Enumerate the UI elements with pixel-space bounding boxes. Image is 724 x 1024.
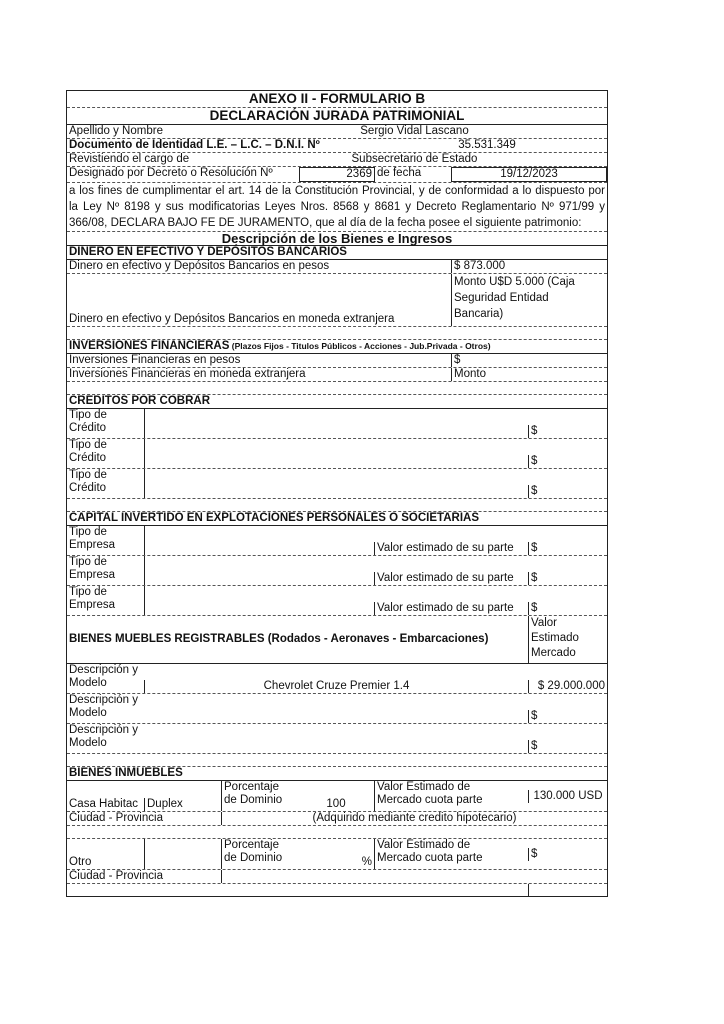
- date-value: 19/12/2023: [451, 167, 607, 182]
- vehicle-label-1: Descripción y: [69, 664, 139, 676]
- property-percentage-value: %: [361, 856, 372, 868]
- spacer: [67, 754, 607, 767]
- capital-row: [67, 526, 607, 556]
- annex-title: ANEXO II - FORMULARIO B: [248, 91, 426, 106]
- property-location-row: [67, 870, 607, 884]
- credit-type-label: [67, 469, 144, 498]
- form-end-right: [528, 884, 607, 896]
- position-value: Subsecretario de Estado: [351, 153, 478, 165]
- name-value: Sergio Vidal Lascano: [360, 125, 469, 137]
- name-row: [67, 125, 607, 139]
- spacer: [67, 499, 607, 512]
- vehicle-label-2: Modelo: [69, 707, 107, 719]
- capital-row: [67, 556, 607, 586]
- form-end: [67, 884, 607, 897]
- credit-value: $: [528, 425, 607, 438]
- property-location-label: Ciudad - Provincia: [69, 812, 163, 824]
- company-value: $: [528, 602, 607, 615]
- company-description: [144, 586, 374, 615]
- property-percentage-value: 100: [326, 798, 346, 810]
- company-value: $: [528, 542, 607, 555]
- assets-title-row: [67, 232, 607, 246]
- investments-foreign-label: Inversiones Financieras en moneda extranjera: [69, 368, 306, 380]
- vehicle-label: [67, 664, 144, 693]
- property-percentage-label-1: Porcentaje: [224, 781, 279, 793]
- property-location-row: [67, 812, 607, 826]
- property-value-label-1: Valor Estimado de: [377, 781, 471, 793]
- company-type-label: [67, 556, 144, 585]
- position-row: [67, 153, 607, 167]
- vehicles-heading: BIENES MUEBLES REGISTRABLES (Rodados - Aeronaves - Embarcaciones): [69, 633, 489, 645]
- company-description: [144, 556, 374, 585]
- cash-pesos-value: $ 873.000: [451, 260, 607, 273]
- cash-foreign-value-line1: Monto U$D 5.000 (Caja: [454, 276, 575, 288]
- vehicle-label: [67, 694, 144, 723]
- credit-value: $: [528, 485, 607, 498]
- credit-type-label: [67, 409, 144, 438]
- declaration-text: a los fines de cumplimentar el art. 14 de la Constitución Provincial, y de conformidad a lo dispuesto por la Ley Nº 8198 y sus modificatorias Leyes Nros. 8568 y 8681 y Decreto Reglamentario Nº 971/99 y 366/08, DECLARA BAJO FE DE JURAMENTO, que al día de la fecha posee el siguiente patrimonio:: [69, 185, 605, 229]
- property-percentage-label: [221, 839, 298, 869]
- decree-number: 2369: [299, 167, 375, 182]
- vehicles-value-header-2: Estimado: [531, 632, 579, 644]
- credit-row: [67, 469, 607, 499]
- cash-foreign-row: [67, 274, 607, 327]
- spacer: [67, 382, 607, 395]
- property-percentage-label-1: Porcentaje: [224, 839, 279, 851]
- company-estimate-label: Valor estimado de su parte: [374, 602, 528, 615]
- investments-foreign-value: Monto: [451, 368, 607, 381]
- property-row: [67, 781, 607, 812]
- vehicles-value-header: [528, 616, 607, 663]
- company-type-label-2: Empresa: [69, 569, 116, 581]
- form-end-left: [67, 884, 528, 896]
- vehicle-label-2: Modelo: [69, 737, 107, 749]
- company-description: [144, 526, 374, 555]
- property-value-label-2: Mercado cuota parte: [377, 852, 483, 864]
- vehicles-value-header-1: Valor: [531, 617, 557, 629]
- property-type-value: [144, 839, 221, 869]
- vehicle-row: [67, 724, 607, 754]
- annex-title-row: [67, 90, 607, 108]
- property-percentage-label: [221, 781, 298, 811]
- credit-type-label-2: Crédito: [69, 452, 107, 464]
- real-estate-heading: BIENES INMUEBLES: [69, 767, 183, 779]
- property-location-label: Ciudad - Provincia: [69, 870, 163, 882]
- investments-foreign-row: [67, 368, 607, 382]
- property-value: 130.000 USD: [528, 790, 607, 803]
- company-type-label: [67, 586, 144, 615]
- credit-type-label-1: Tipo de: [69, 409, 107, 421]
- property-value-label-2: Mercado cuota parte: [377, 794, 483, 806]
- property-location-value: (Adquirido mediante credito hipotecario): [221, 812, 607, 825]
- cash-foreign-value-line2: Seguridad Entidad: [454, 292, 549, 304]
- vehicle-label: [67, 724, 144, 753]
- name-label: Apellido y Nombre: [69, 125, 163, 137]
- investments-heading-row: [67, 340, 607, 354]
- declaration-title-row: [67, 108, 607, 125]
- cash-foreign-value: [451, 274, 607, 326]
- decree-row: [67, 167, 607, 183]
- vehicle-label-1: Descripción y: [69, 724, 139, 736]
- company-value: $: [528, 572, 607, 585]
- vehicles-heading-row: [67, 616, 607, 664]
- decree-label: Designado por Decreto o Resolución Nº: [69, 167, 273, 179]
- cash-pesos-row: [67, 260, 607, 274]
- document-row: [67, 139, 607, 153]
- cash-heading-row: [67, 246, 607, 260]
- credit-type-label-1: Tipo de: [69, 439, 107, 451]
- property-value-label: [374, 781, 528, 811]
- position-label: Revistiendo el cargo de: [69, 153, 190, 165]
- property-value: $: [528, 848, 607, 861]
- real-estate-heading-row: [67, 767, 607, 781]
- vehicle-label-1: Descripción y: [69, 694, 139, 706]
- company-type-label-2: Empresa: [69, 539, 116, 551]
- investments-pesos-value: $: [451, 354, 607, 367]
- property-value-label: [374, 839, 528, 869]
- property-row: [67, 839, 607, 870]
- company-type-label: [67, 526, 144, 555]
- property-percentage-label-2: de Dominio: [224, 794, 283, 806]
- property-type-value: Duplex: [144, 798, 221, 811]
- company-estimate-label: Valor estimado de su parte: [374, 542, 528, 555]
- credit-row: [67, 409, 607, 439]
- investments-heading: [67, 340, 607, 353]
- cash-heading: DINERO EN EFECTIVO Y DEPÓSITOS BANCARIOS: [69, 246, 347, 258]
- vehicle-value: $: [528, 710, 607, 723]
- credit-value: $: [528, 455, 607, 468]
- investments-heading-main: INVERSIONES FINANCIERAS: [69, 340, 230, 352]
- credits-heading-row: [67, 395, 607, 409]
- credits-heading: CREDITOS POR COBRAR: [69, 395, 210, 407]
- vehicle-row: [67, 664, 607, 694]
- capital-heading: CAPITAL INVERTIDO EN EXPLOTACIONES PERSONALES O SOCIETARIAS: [69, 512, 479, 524]
- cash-foreign-value-line3: Bancaria): [454, 308, 504, 320]
- vehicle-value: $: [528, 740, 607, 753]
- spacer: [67, 826, 607, 839]
- company-type-label-1: Tipo de: [69, 526, 107, 538]
- company-estimate-label: Valor estimado de su parte: [374, 572, 528, 585]
- vehicle-label-2: Modelo: [69, 677, 107, 689]
- vehicle-value: $ 29.000.000: [528, 680, 607, 693]
- property-value-label-1: Valor Estimado de: [377, 839, 471, 851]
- company-type-label-1: Tipo de: [69, 556, 107, 568]
- investments-pesos-label: Inversiones Financieras en pesos: [69, 354, 241, 366]
- assets-title: Descripción de los Bienes e Ingresos: [221, 231, 453, 246]
- vehicles-value-header-3: Mercado: [531, 647, 576, 659]
- vehicle-row: [67, 694, 607, 724]
- credit-type-label-2: Crédito: [69, 422, 107, 434]
- credit-row: [67, 439, 607, 469]
- spacer: [67, 327, 607, 340]
- credit-type-label: [67, 439, 144, 468]
- investments-pesos-row: [67, 354, 607, 368]
- cash-foreign-label: Dinero en efectivo y Depósitos Bancarios en moneda extranjera: [69, 313, 395, 325]
- investments-heading-sub: (Plazos Fijos - Titulos Públicos - Acciones - Jub.Privada - Otros): [229, 341, 491, 351]
- credit-type-label-1: Tipo de: [69, 469, 107, 481]
- document-value: 35.531.349: [458, 139, 516, 151]
- capital-row: [67, 586, 607, 616]
- declaration-text-row: [67, 183, 607, 232]
- credit-description: [144, 469, 528, 498]
- property-percentage-label-2: de Dominio: [224, 852, 283, 864]
- declaration-form: [66, 90, 608, 897]
- document-label: Documento de Identidad L.E. – L.C. – D.N.I. Nº: [69, 139, 320, 151]
- date-label: de fecha: [377, 167, 422, 179]
- property-type-label: Casa Habitac: [69, 798, 139, 810]
- credit-type-label-2: Crédito: [69, 482, 107, 494]
- declaration-title: DECLARACIÓN JURADA PATRIMONIAL: [209, 108, 465, 123]
- credit-description: [144, 409, 528, 438]
- company-type-label-1: Tipo de: [69, 586, 107, 598]
- vehicle-description: Chevrolet Cruze Premier 1.4: [144, 680, 528, 693]
- cash-pesos-label: Dinero en efectivo y Depósitos Bancarios en pesos: [69, 260, 330, 272]
- property-location-value: [221, 870, 607, 883]
- credit-description: [144, 439, 528, 468]
- company-type-label-2: Empresa: [69, 599, 116, 611]
- capital-heading-row: [67, 512, 607, 526]
- property-type-label: Otro: [69, 856, 92, 868]
